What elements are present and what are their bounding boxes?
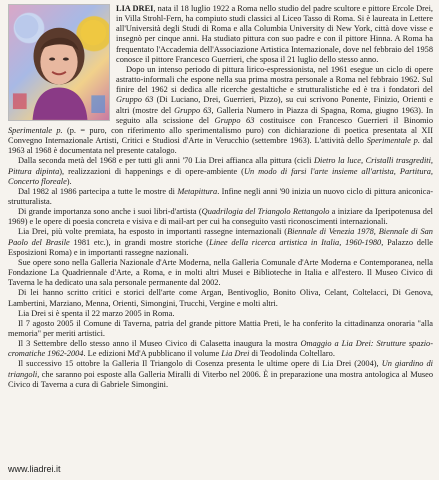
bio-paragraph: LIA DREI, nata il 18 luglio 1922 a Roma nello studio del padre scultore e pittore Ercole Drei, in Villa Strohl-Fern, ha compiuto studi classici al Liceo Tasso di Roma. Si è laureata in Lettere all'Università degli Studi di Roma e alla Columbia University di New York, città dove visse e insegnò per cinque anni. Ha studiato pittura con suo padre e con il pittore Hinna. A Roma ha frequentato l'Accademia dell'Associazione Artistica Internazionale, dove nel febbraio del 1958 conosce il pittore Francesco Guerrieri, che sposa il 21 luglio dello stesso anno. [116,4,434,64]
bio-paragraph: Sue opere sono nella Galleria Nazionale d'Arte Moderna, nella Galleria Comunale d'Arte Moderna e Contemporanea, nella Fondazione La Quadriennale d'Arte, a Roma, e in molti altri Musei e Biblioteche in Italia e all'estero. Il Museo Civico di Taverna le ha dedicato una sala personale permanente dal 2002. [8,257,433,288]
website-link[interactable]: www.liadrei.it [8,464,61,474]
portrait-photo [8,4,110,121]
bio-paragraph: Dal 1982 al 1986 partecipa a tutte le mostre di Metapittura. Infine negli anni '90 inizia un nuovo ciclo di pittura aniconica-strutturalista. [8,186,433,206]
bio-paragraph: Il 3 Settembre dello stesso anno il Museo Civico di Calasetta inaugura la mostra Omaggio a Lia Drei: Strutture spazio-cromatiche 1962-2004. Le edizioni Md'A pubblicano il volume Lia Drei di Teodolinda Coltellaro. [8,339,433,359]
bio-paragraph: Di grande importanza sono anche i suoi libri-d'artista (Quadrilogia del Triangolo Rettangolo a iniziare da Iperipotenusa del 1969) e le opere di poesia concreta e visiva e di mail-art per cui ha conseguito vasti riconoscimenti internazionali. [8,207,433,227]
bio-paragraph: Di lei hanno scritto critici e storici dell'arte come Argan, Bentivoglio, Bonito Oliva, Celant, Coltelacci, Di Genova, Lambertini, Marziano, Menna, Orienti, Simongini, Trucchi, Vergine e molti altri. [8,288,433,308]
bio-paragraph: Il successivo 15 ottobre la Galleria Il Triangolo di Cosenza presenta le ultime opere di Lia Drei (2004), Un giardino di triangoli, che saranno poi esposte alla Galleria Miralli di Viterbo nel 2006. È in preparazione una mostra antologica al Museo Civico di Taverna a cura di Gabriele Simongini. [8,359,433,389]
bio-paragraph: Dopo un intenso periodo di pittura lirico-espressionista, nel 1961 esegue un ciclo di opere astratto-informali che espone nella sua prima mostra personale a Roma nel febbraio 1962. Sul finire del 1962 si dedica alle ricerche gestaltiche e strutturalistiche ed è tra i fondatori del Gruppo 63 (Di Luciano, Drei, Guerrieri, Pizzo), su cui scrivono Ponente, Finizio, Orienti e altri (mostre del Gruppo 63, Galleria Numero in Piazza di Spagna, Roma, giugno 1963). In seguito alla scissione del Gruppo 63 costituisce con Francesco Guerrieri il Binomio Sperimentale p. (p. = puro, con riferimento allo sperimentalismo puro) con dichiarazione di poetica presentata al XII Convegno Internazionale Artisti, Critici e Studiosi d'Arte in Verucchio (settembre 1963). L'attività dello Sperimentale p. dal 1963 al 1968 è documentata nel presente catalogo. [8,64,434,156]
portrait-illustration [9,5,109,120]
bio-paragraph: Dalla seconda metà del 1968 e per tutti gli anni '70 Lia Drei affianca alla pittura (cicli Dietro la luce, Cristalli trasgrediti, Pittura dipinta), realizzazioni di happenings e di opere-ambiente (Un modo di farsi l'arte insieme all'artista, Partitura, Concerto floreale). [8,156,434,186]
bio-paragraph: Lia Drei si è spenta il 22 marzo 2005 in Roma. [18,308,175,318]
bio-paragraph: Il 7 agosto 2005 il Comune di Taverna, patria del grande pittore Mattia Preti, le ha conferito la cittadinanza onoraria "alla memoria" per meriti artistici. [8,318,433,338]
artist-name: LIA DREI [116,4,154,13]
bio-paragraph: Lia Drei, più volte premiata, ha esposto in importanti rassegne internazionali (Biennale di Venezia 1978, Biennale di San Paolo del Brasile 1981 etc.), in grandi mostre storiche (Linee della ricerca artistica in Italia, 1960-1980, Palazzo delle Esposizioni Roma) e in importanti rassegne nazionali. [8,227,433,257]
